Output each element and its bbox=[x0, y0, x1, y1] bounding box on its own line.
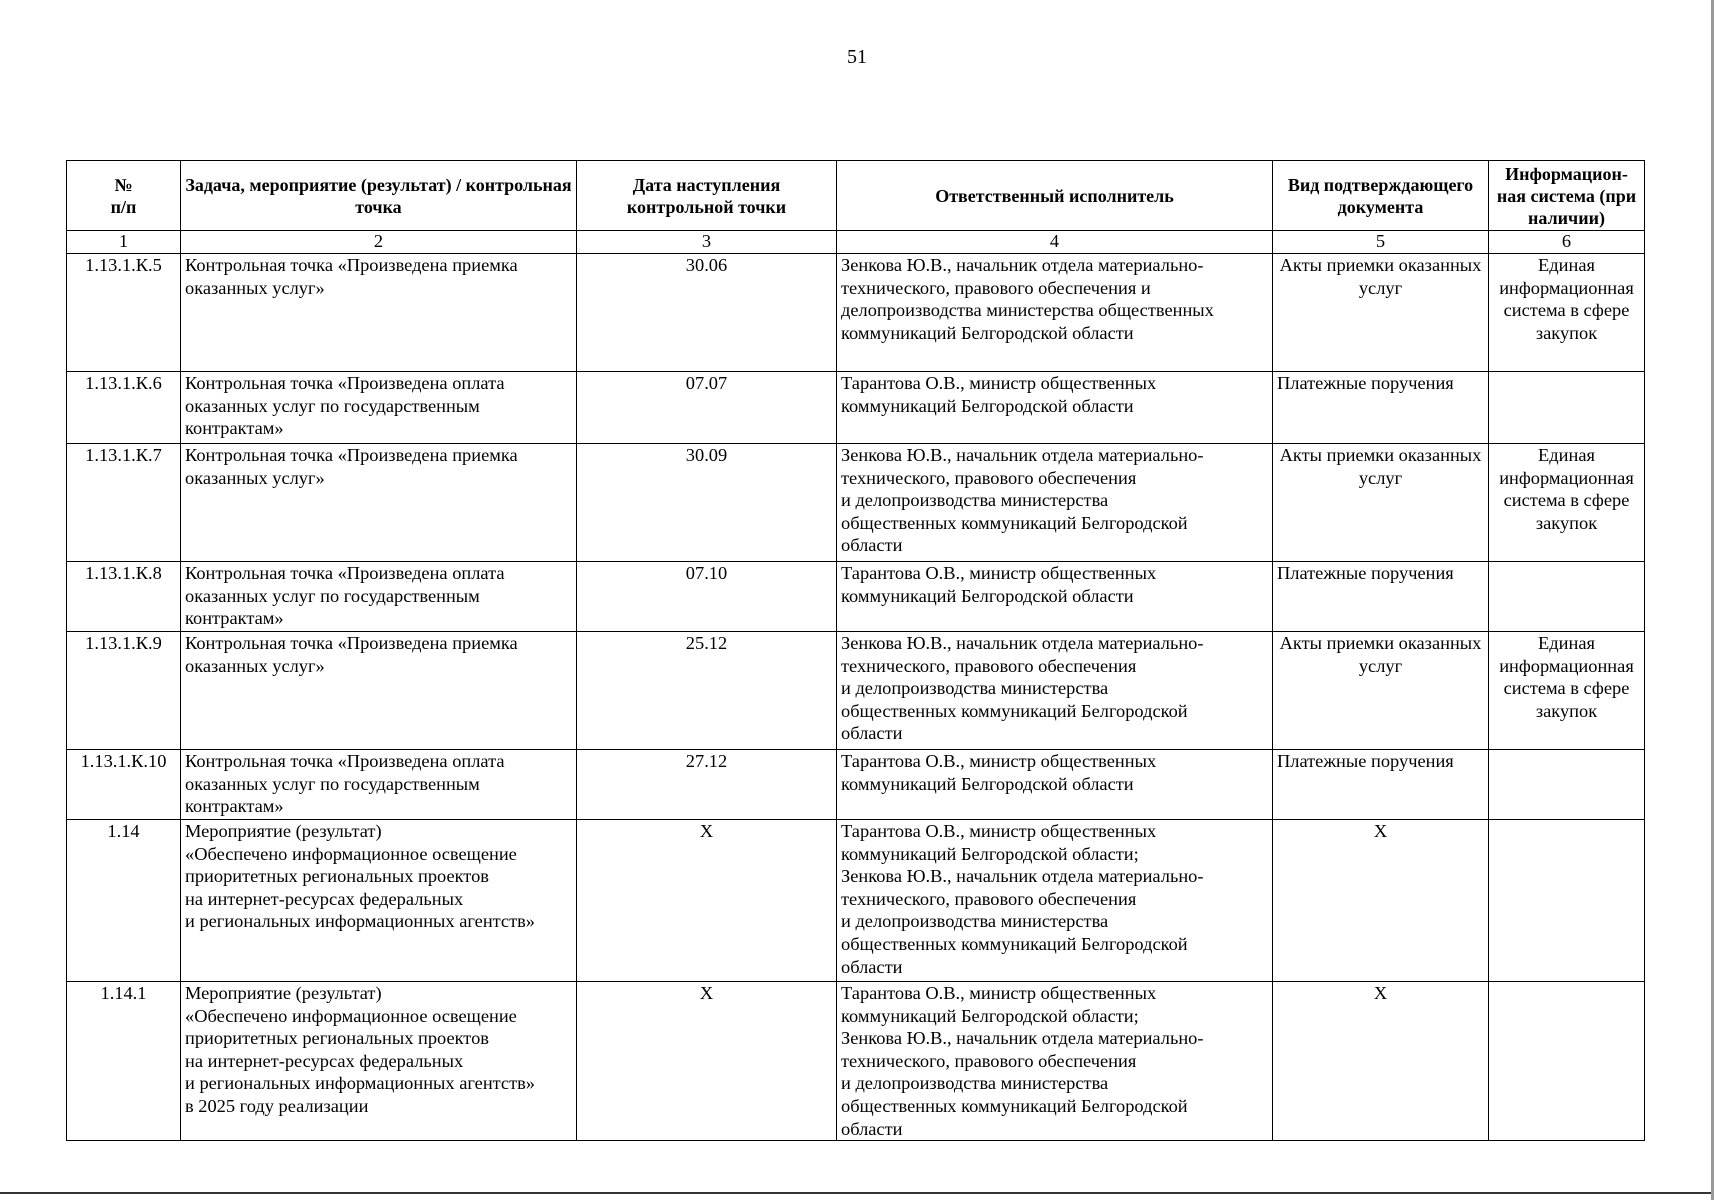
row-number: 1.14.1 bbox=[67, 982, 181, 1141]
row-document: Платежные поручения bbox=[1273, 562, 1489, 632]
column-number: 1 bbox=[67, 231, 181, 254]
row-document: Платежные поручения bbox=[1273, 750, 1489, 820]
row-document: Платежные поручения bbox=[1273, 372, 1489, 444]
row-date: 07.07 bbox=[577, 372, 837, 444]
row-date: Х bbox=[577, 982, 837, 1141]
row-task: Контрольная точка «Произведена оплата оказанных услуг по государственным контрактам» bbox=[181, 562, 577, 632]
row-system bbox=[1489, 562, 1645, 632]
row-task: Контрольная точка «Произведена приемка оказанных услуг» bbox=[181, 444, 577, 562]
row-system: Единая информационная система в сфере закупок bbox=[1489, 632, 1645, 750]
table-row bbox=[67, 632, 1645, 750]
column-number: 5 bbox=[1273, 231, 1489, 254]
row-task: Контрольная точка «Произведена оплата оказанных услуг по государственным контрактам» bbox=[181, 372, 577, 444]
header-num: № п/п bbox=[67, 161, 181, 231]
row-executor: Зенкова Ю.В., начальник отдела материально- технического, правового обеспечения и делопроизводства министерства общественных коммуникаций Белгородской области bbox=[837, 632, 1273, 750]
row-number: 1.14 bbox=[67, 820, 181, 982]
row-number: 1.13.1.К.8 bbox=[67, 562, 181, 632]
row-date: Х bbox=[577, 820, 837, 982]
row-document: Акты приемки оказанных услуг bbox=[1273, 632, 1489, 750]
column-numbers-row bbox=[67, 231, 1645, 254]
row-executor: Зенкова Ю.В., начальник отдела материально- технического, правового обеспечения и делопроизводства министерства общественных коммуникаций Белгородской области bbox=[837, 254, 1273, 372]
row-document: Х bbox=[1273, 820, 1489, 982]
row-date: 25.12 bbox=[577, 632, 837, 750]
header-task: Задача, мероприятие (результат) / контрольная точка bbox=[181, 161, 577, 231]
table-row bbox=[67, 750, 1645, 820]
header-doc: Вид подтверждающего документа bbox=[1273, 161, 1489, 231]
table-row bbox=[67, 372, 1645, 444]
row-executor: Зенкова Ю.В., начальник отдела материально- технического, правового обеспечения и делопроизводства министерства общественных коммуникаций Белгородской области bbox=[837, 444, 1273, 562]
table-row bbox=[67, 820, 1645, 982]
table-row bbox=[67, 982, 1645, 1141]
row-date: 30.09 bbox=[577, 444, 837, 562]
row-system bbox=[1489, 750, 1645, 820]
row-number: 1.13.1.К.10 bbox=[67, 750, 181, 820]
header-row bbox=[67, 161, 1645, 231]
table-row bbox=[67, 254, 1645, 372]
column-number: 4 bbox=[837, 231, 1273, 254]
row-number: 1.13.1.К.5 bbox=[67, 254, 181, 372]
row-executor: Тарантова О.В., министр общественных коммуникаций Белгородской области bbox=[837, 372, 1273, 444]
row-document: Акты приемки оказанных услуг bbox=[1273, 444, 1489, 562]
table-row bbox=[67, 562, 1645, 632]
column-number: 2 bbox=[181, 231, 577, 254]
row-system bbox=[1489, 982, 1645, 1141]
row-task: Контрольная точка «Произведена приемка оказанных услуг» bbox=[181, 632, 577, 750]
row-executor: Тарантова О.В., министр общественных коммуникаций Белгородской области; Зенкова Ю.В., начальник отдела материально- технического, правового обеспечения и делопроизводства министерства общественных коммуникаций Белгородской области bbox=[837, 820, 1273, 982]
row-executor: Тарантова О.В., министр общественных коммуникаций Белгородской области bbox=[837, 750, 1273, 820]
row-date: 27.12 bbox=[577, 750, 837, 820]
row-system: Единая информационная система в сфере закупок bbox=[1489, 254, 1645, 372]
row-document: Акты приемки оказанных услуг bbox=[1273, 254, 1489, 372]
row-date: 30.06 bbox=[577, 254, 837, 372]
header-system: Информацион-ная система (при наличии) bbox=[1489, 161, 1645, 231]
row-system: Единая информационная система в сфере закупок bbox=[1489, 444, 1645, 562]
header-executor: Ответственный исполнитель bbox=[837, 161, 1273, 231]
row-task: Мероприятие (результат) «Обеспечено информационное освещение приоритетных региональных проектов на интернет-ресурсах федеральных и региональных информационных агентств» bbox=[181, 820, 577, 982]
column-number: 6 bbox=[1489, 231, 1645, 254]
scan-border-line bbox=[0, 1192, 1714, 1194]
row-number: 1.13.1.К.7 bbox=[67, 444, 181, 562]
row-number: 1.13.1.К.9 bbox=[67, 632, 181, 750]
table-row bbox=[67, 444, 1645, 562]
header-date: Дата наступления контрольной точки bbox=[577, 161, 837, 231]
row-document: Х bbox=[1273, 982, 1489, 1141]
row-system bbox=[1489, 372, 1645, 444]
row-date: 07.10 bbox=[577, 562, 837, 632]
column-number: 3 bbox=[577, 231, 837, 254]
row-executor: Тарантова О.В., министр общественных коммуникаций Белгородской области bbox=[837, 562, 1273, 632]
row-system bbox=[1489, 820, 1645, 982]
page-number: 51 bbox=[847, 46, 867, 68]
row-executor: Тарантова О.В., министр общественных коммуникаций Белгородской области; Зенкова Ю.В., начальник отдела материально- технического, правового обеспечения и делопроизводства министерства общественных коммуникаций Белгородской области bbox=[837, 982, 1273, 1141]
control-points-table bbox=[66, 160, 1645, 1141]
row-task: Контрольная точка «Произведена приемка оказанных услуг» bbox=[181, 254, 577, 372]
row-task: Мероприятие (результат) «Обеспечено информационное освещение приоритетных региональных проектов на интернет-ресурсах федеральных и региональных информационных агентств» в 2025 году реализации bbox=[181, 982, 577, 1141]
row-number: 1.13.1.К.6 bbox=[67, 372, 181, 444]
row-task: Контрольная точка «Произведена оплата оказанных услуг по государственным контрактам» bbox=[181, 750, 577, 820]
